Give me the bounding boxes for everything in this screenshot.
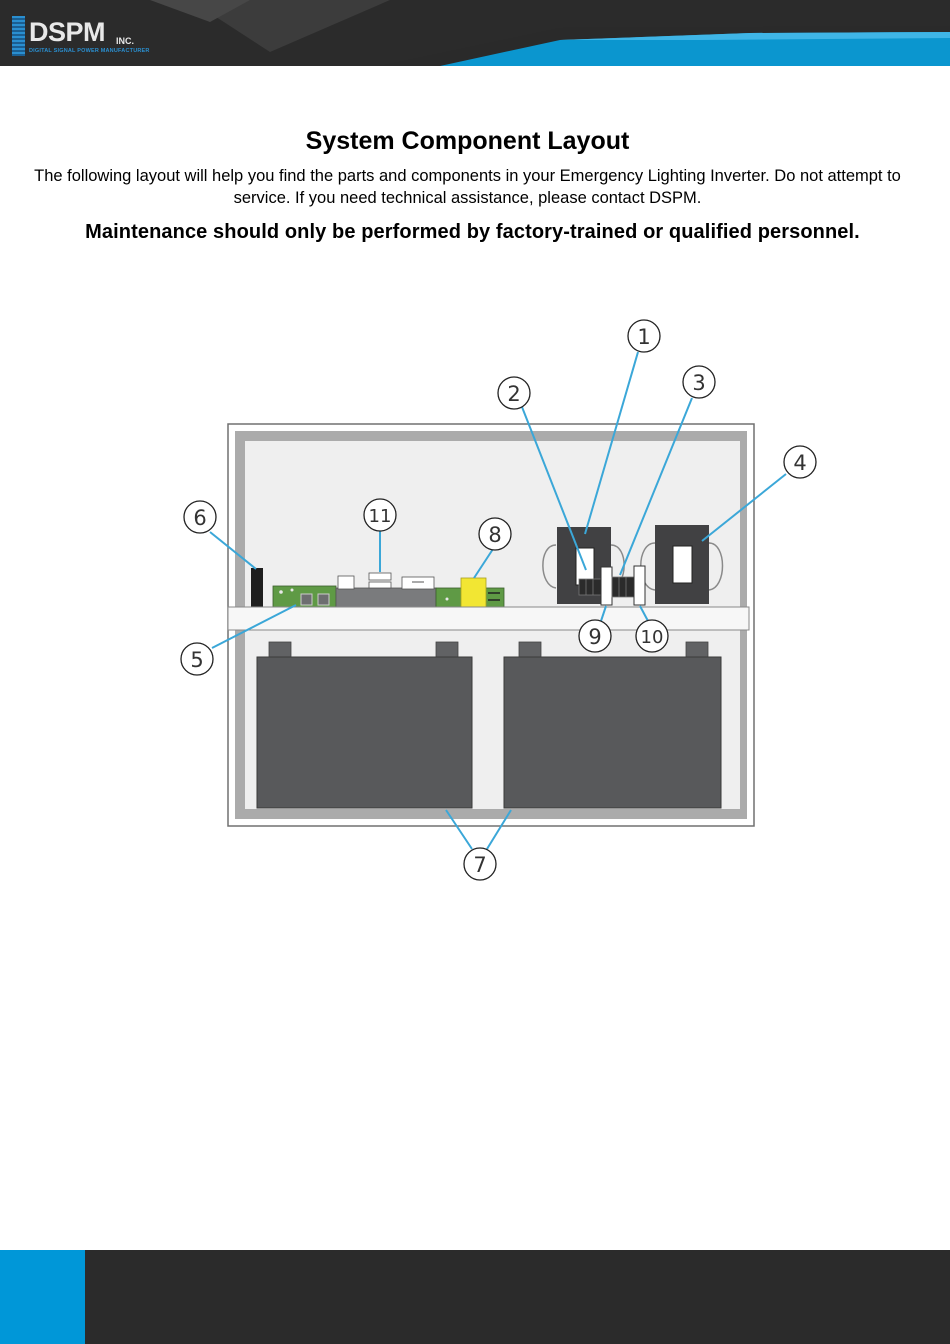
svg-text:3: 3 bbox=[692, 371, 706, 395]
page-title: System Component Layout bbox=[305, 127, 630, 155]
svg-text:9: 9 bbox=[588, 625, 602, 649]
callout-1 bbox=[628, 320, 660, 352]
callout-4 bbox=[784, 446, 816, 478]
battery-left bbox=[257, 657, 472, 808]
terminal-block-3 bbox=[612, 577, 634, 597]
callout-6 bbox=[184, 501, 216, 533]
callout-8 bbox=[479, 518, 511, 550]
callout-7 bbox=[464, 848, 496, 880]
component-6 bbox=[251, 568, 263, 607]
svg-text:10: 10 bbox=[640, 627, 664, 648]
callout-11 bbox=[364, 499, 396, 531]
battery-right bbox=[504, 657, 721, 808]
footer-accent-block bbox=[0, 1250, 85, 1344]
svg-text:4: 4 bbox=[793, 451, 807, 475]
svg-text:5: 5 bbox=[190, 648, 204, 672]
svg-text:11: 11 bbox=[368, 506, 392, 527]
svg-text:1: 1 bbox=[637, 325, 651, 349]
intro-paragraph: The following layout will help you find the parts and components in your Emergency Lighting Inverter. Do not attempt to service. If you need technical assistance, please contact DSPM. bbox=[34, 167, 901, 207]
terminal-block-2 bbox=[579, 579, 601, 595]
page-footer bbox=[0, 1250, 950, 1344]
callout-9 bbox=[579, 620, 611, 652]
relay-10 bbox=[634, 566, 645, 605]
fuse-8 bbox=[461, 578, 486, 607]
control-board-11 bbox=[336, 588, 436, 607]
svg-text:2: 2 bbox=[507, 382, 521, 406]
logo-text: DSPM bbox=[29, 17, 106, 47]
callout-2 bbox=[498, 377, 530, 409]
logo-suffix: INC. bbox=[116, 36, 134, 46]
svg-text:6: 6 bbox=[193, 506, 207, 530]
callout-10 bbox=[636, 620, 668, 652]
mounting-shelf bbox=[228, 607, 749, 630]
callout-5 bbox=[181, 643, 213, 675]
svg-text:8: 8 bbox=[488, 523, 502, 547]
callout-3 bbox=[683, 366, 715, 398]
logo-tagline: DIGITAL SIGNAL POWER MANUFACTURER bbox=[29, 48, 150, 54]
svg-text:7: 7 bbox=[473, 853, 487, 877]
relay-9 bbox=[601, 567, 612, 605]
maintenance-warning: Maintenance should only be performed by factory-trained or qualified personnel. bbox=[85, 221, 860, 243]
